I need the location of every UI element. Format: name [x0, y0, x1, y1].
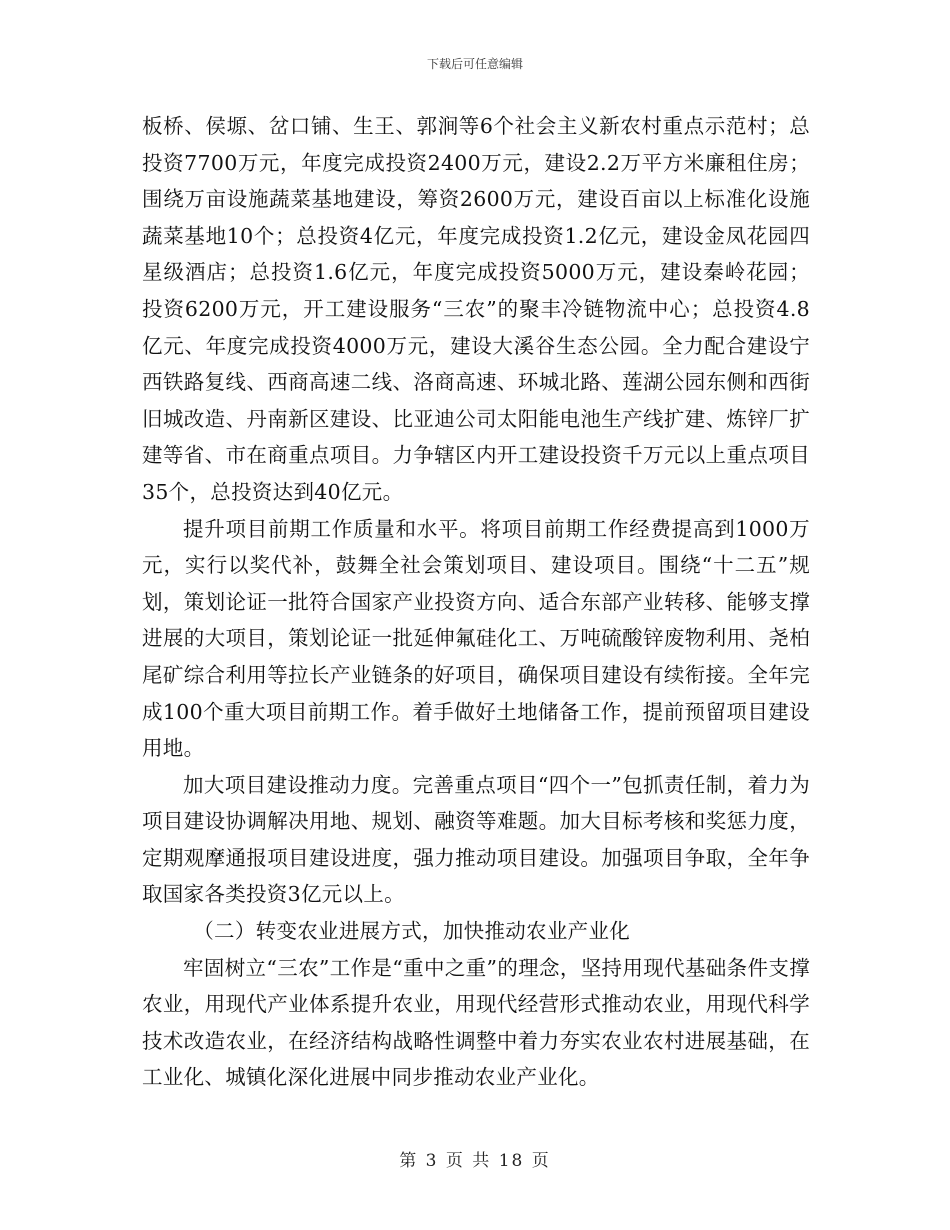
paragraph-preliminary-work: 提升项目前期工作质量和水平。将项目前期工作经费提高到1000万元，实行以奖代补，鼓舞全社会策划项目、建设项目。围绕“十二五”规划，策划论证一批符合国家产业投资方向、适合东部产业转移、能够支撑进展的大项目，策划论证一批延伸氟硅化工、万吨硫酸锌废物利用、尧柏尾矿综合利用等拉长产业链条的好项目，确保项目建设有续衔接。全年完成100个重大项目前期工作。着手做好土地储备工作，提前预留项目建设用地。 [142, 516, 810, 761]
page-header: 下载后可任意编辑 [426, 57, 523, 71]
document-body [142, 108, 810, 1096]
section-heading-agriculture: （二）转变农业进展方式，加快推动农业产业化 [193, 919, 631, 944]
paragraph-agriculture: 牢固树立“三农”工作是“重中之重”的理念，坚持用现代基础条件支撑农业，用现代产业体系提升农业，用现代经营形式推动农业，用现代科学技术改造农业，在经济结构战略性调整中着力夯实农业农村进展基础，在工业化、城镇化深化进展中同步推动农业产业化。 [142, 955, 810, 1090]
page-number-footer: 第 3 页 共 18 页 [399, 1151, 551, 1171]
paragraph-project-list: 板桥、侯塬、岔口铺、生王、郭涧等6个社会主义新农村重点示范村；总投资7700万元，年度完成投资2400万元，建设2.2万平方米廉租住房；围绕万亩设施蔬菜基地建设，筹资2600万元，建设百亩以上标准化设施蔬菜基地10个；总投资4亿元，年度完成投资1.2亿元，建设金凤花园四星级酒店；总投资1.6亿元，年度完成投资5000万元，建设秦岭花园；投资6200万元，开工建设服务“三农”的聚丰冷链物流中心；总投资4.8亿元、年度完成投资4000万元，建设大溪谷生态公园。全力配合建设宁西铁路复线、西商高速二线、洛商高速、环城北路、莲湖公园东侧和西街旧城改造、丹南新区建设、比亚迪公司太阳能电池生产线扩建、炼锌厂扩建等省、市在商重点项目。力争辖区内开工建设投资千万元以上重点项目35个，总投资达到40亿元。 [142, 114, 810, 504]
paragraph-project-promotion: 加大项目建设推动力度。完善重点项目“四个一”包抓责任制，着力为项目建设协调解决用地、规划、融资等难题。加大目标考核和奖惩力度，定期观摩通报项目建设进度，强力推动项目建设。加强项目争取，全年争取国家各类投资3亿元以上。 [142, 772, 810, 907]
